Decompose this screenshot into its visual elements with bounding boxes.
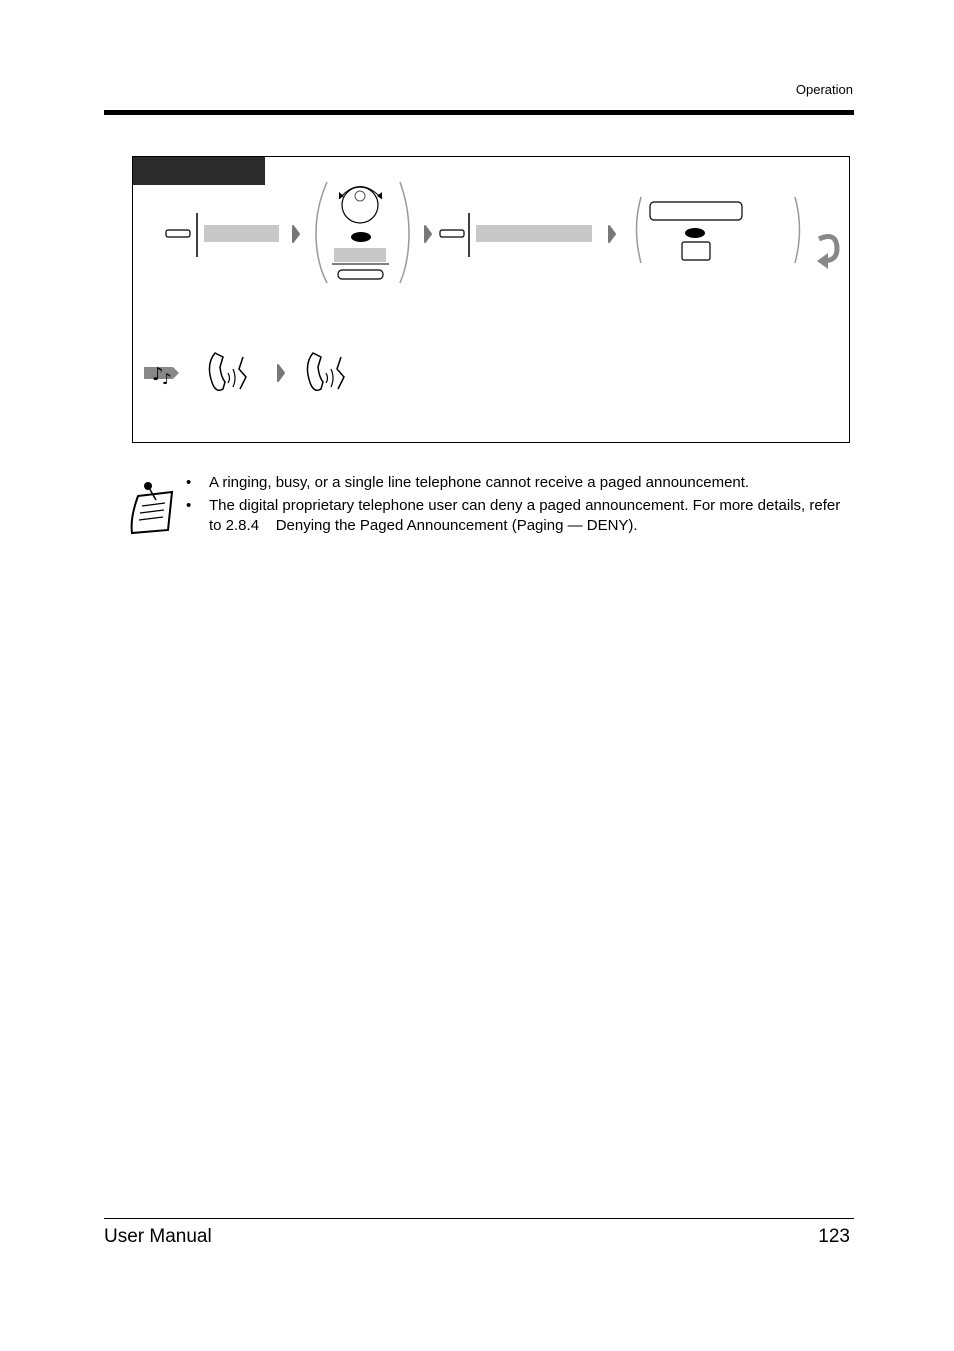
tone-icon: [144, 364, 179, 388]
button-icon: [440, 213, 469, 257]
arrow-icon: [425, 226, 431, 242]
handset-talk-icon: [209, 353, 246, 390]
note-item: [186, 496, 854, 537]
note-text: The digital proprietary telephone user can deny a paged announcement. For more details, refer to 2.8.4 Denying the Paged Announcement (Paging — DENY).: [209, 496, 845, 534]
notes-list: [186, 473, 854, 539]
arrow-icon: [278, 365, 284, 381]
jog-dial-icon: [316, 182, 409, 283]
button-group-icon: [637, 197, 800, 263]
header-rule: [104, 110, 854, 115]
placeholder-bar: [476, 225, 592, 242]
footer-rule: [104, 1218, 854, 1219]
note-item: [186, 473, 854, 494]
note-icon: [128, 478, 178, 538]
handset-talk-icon: [307, 353, 344, 390]
arrow-icon: [609, 226, 615, 242]
note-text: A ringing, busy, or a single line telephone cannot receive a paged announcement.: [209, 474, 750, 491]
footer-title: User Manual: [104, 1226, 212, 1247]
svg-text:♪: ♪: [162, 370, 172, 388]
loop-icon: [817, 237, 837, 269]
section-header: Operation: [795, 82, 853, 97]
procedure-diagram: [133, 157, 851, 444]
arrow-icon: [293, 226, 299, 242]
bullet: •: [186, 496, 192, 514]
bullet: •: [186, 474, 192, 491]
svg-text:♪: ♪: [152, 364, 164, 385]
page-number: 123: [818, 1226, 850, 1247]
placeholder-bar: [204, 225, 279, 242]
procedure-box: [132, 156, 850, 443]
button-icon: [166, 213, 197, 257]
